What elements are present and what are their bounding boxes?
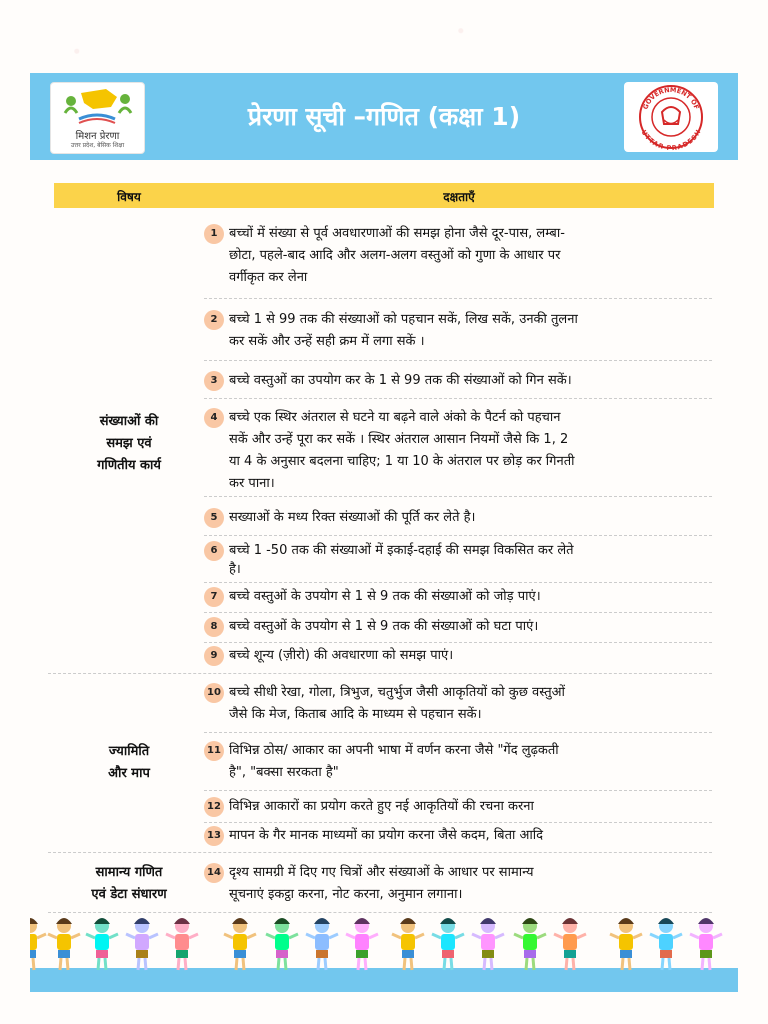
row-number-badge: 5 (204, 508, 224, 528)
row-number-badge: 10 (204, 683, 224, 703)
row-text: सख्याओं के मध्य रिक्त संख्याओं की पूर्ति कर लेते है। (229, 510, 476, 525)
row-divider (204, 732, 712, 733)
row-number-badge: 6 (204, 541, 224, 561)
row-text: बच्चे सीधी रेखा, गोला, त्रिभुज, चतुर्भुज जैसी आकृतियों को कुछ वस्तुओं जैसे कि मेज, किताब आदि के माध्यम से पहचान सकें। (229, 685, 565, 722)
logo-subtext: उत्तर प्रदेश, बेसिक शिक्षा (70, 142, 125, 149)
row-text: विभिन्न ठोस/ आकार का अपनी भाषा में वर्णन करना जैसे "गेंद लुढ़कती है", "बक्सा सरकता है" (229, 743, 559, 780)
row-divider (204, 360, 712, 361)
row-number-badge: 1 (204, 224, 224, 244)
row-number-badge: 9 (204, 646, 224, 666)
skill-row (204, 586, 712, 608)
skill-row (204, 540, 712, 578)
row-text: मापन के गैर मानक माध्यमों का प्रयोग करना जैसे कदम, बिता आदि (229, 828, 544, 843)
row-text: बच्चों में संख्या से पूर्व अवधारणाओं की समझ होना जैसे दूर-पास, लम्बा- छोटा, पहले-बाद आदि और अलग-अलग वस्तुओं को गुणा के आधार पर वर्गीकृत कर लेना (229, 226, 565, 285)
subject-number-sense: संख्याओं की समझ एवं गणितीय कार्य (97, 414, 161, 473)
row-text: बच्चे वस्तुओं का उपयोग कर के 1 से 99 तक की संख्याओं को गिन सकें। (229, 373, 572, 388)
column-skills-header: दक्षताएँ (443, 190, 475, 204)
row-text: विभिन्न आकारों का प्रयोग करते हुए नई आकृतियों की रचना करना (229, 799, 534, 814)
skill-row (204, 507, 712, 529)
row-divider (204, 612, 712, 613)
section-divider (48, 852, 712, 853)
row-text: दृश्य सामग्री में दिए गए चित्रों और संख्याओं के आधार पर सामान्य सूचनाएं इकट्ठा करना, नोट करना, अनुमान लगाना। (229, 865, 534, 902)
row-number-badge: 7 (204, 587, 224, 607)
skill-row (204, 645, 712, 667)
section-divider (48, 912, 712, 913)
header-banner (30, 73, 738, 160)
row-divider (204, 496, 712, 497)
row-text: बच्चे एक स्थिर अंतराल से घटने या बढ़ने वाले अंको के पैटर्न को पहचान सकें और उन्हें पूरा कर सकें । स्थिर अंतराल आसान नियमों जैसे कि 1, 2 या 4 के अनुसार बदलना चाहिए; 1 या 10 के अंतराल पर छोड़ कर गिनती कर पाना। (229, 410, 575, 491)
skill-row (204, 370, 712, 392)
row-divider (204, 398, 712, 399)
skill-row (204, 796, 712, 818)
row-divider (204, 535, 712, 536)
skill-row (204, 862, 712, 906)
table-header (54, 183, 714, 208)
row-divider (204, 582, 712, 583)
row-divider (204, 298, 712, 299)
page-title: प्रेरणा सूची –गणित (कक्षा 1) (247, 102, 521, 131)
seal-text-bottom: UTTAR PRADESH (639, 128, 703, 152)
row-number-badge: 11 (204, 741, 224, 761)
skill-row (204, 682, 712, 726)
up-seal-icon (624, 82, 718, 152)
row-number-badge: 4 (204, 408, 224, 428)
subject-data-handling: सामान्य गणित एवं डेटा संधारण (91, 865, 167, 902)
row-text: बच्चे 1 से 99 तक की संख्याओं को पहचान सकें, लिख सकें, उनकी तुलना कर सकें और उन्हें सही क्रम में लगा सकें । (229, 312, 578, 349)
row-text: बच्चे शून्य (ज़ीरो) की अवधारणा को समझ पाएं। (229, 648, 454, 663)
children-illustration-icon (30, 918, 738, 978)
seal-text-top: GOVERNMENT OF (641, 85, 701, 111)
row-number-badge: 14 (204, 863, 224, 883)
row-text: बच्चे वस्तुओं के उपयोग से 1 से 9 तक की संख्याओं को घटा पाएं। (229, 619, 539, 634)
row-text: बच्चे 1 -50 तक की संख्याओं में इकाई-दहाई की समझ विकसित कर लेते है। (229, 543, 574, 577)
logo-figures-icon (51, 83, 144, 128)
row-divider (204, 642, 712, 643)
skill-row (204, 616, 712, 638)
skill-row (204, 740, 712, 784)
row-number-badge: 3 (204, 371, 224, 391)
row-number-badge: 8 (204, 617, 224, 637)
mission-prerna-logo (50, 82, 145, 154)
skill-row (204, 309, 712, 353)
row-number-badge: 13 (204, 826, 224, 846)
subject-geometry: ज्यामिति और माप (108, 744, 150, 781)
skill-row (204, 407, 712, 495)
row-divider (204, 790, 712, 791)
row-divider (204, 822, 712, 823)
logo-text: मिशन प्रेरणा (75, 131, 120, 142)
row-number-badge: 2 (204, 310, 224, 330)
row-number-badge: 12 (204, 797, 224, 817)
skill-row (204, 825, 712, 847)
row-text: बच्चे वस्तुओं के उपयोग से 1 से 9 तक की संख्याओं को जोड़ पाएं। (229, 589, 541, 604)
column-subject-header: विषय (117, 190, 141, 204)
up-government-seal (624, 82, 718, 152)
section-divider (48, 673, 712, 674)
skill-row (204, 223, 712, 289)
